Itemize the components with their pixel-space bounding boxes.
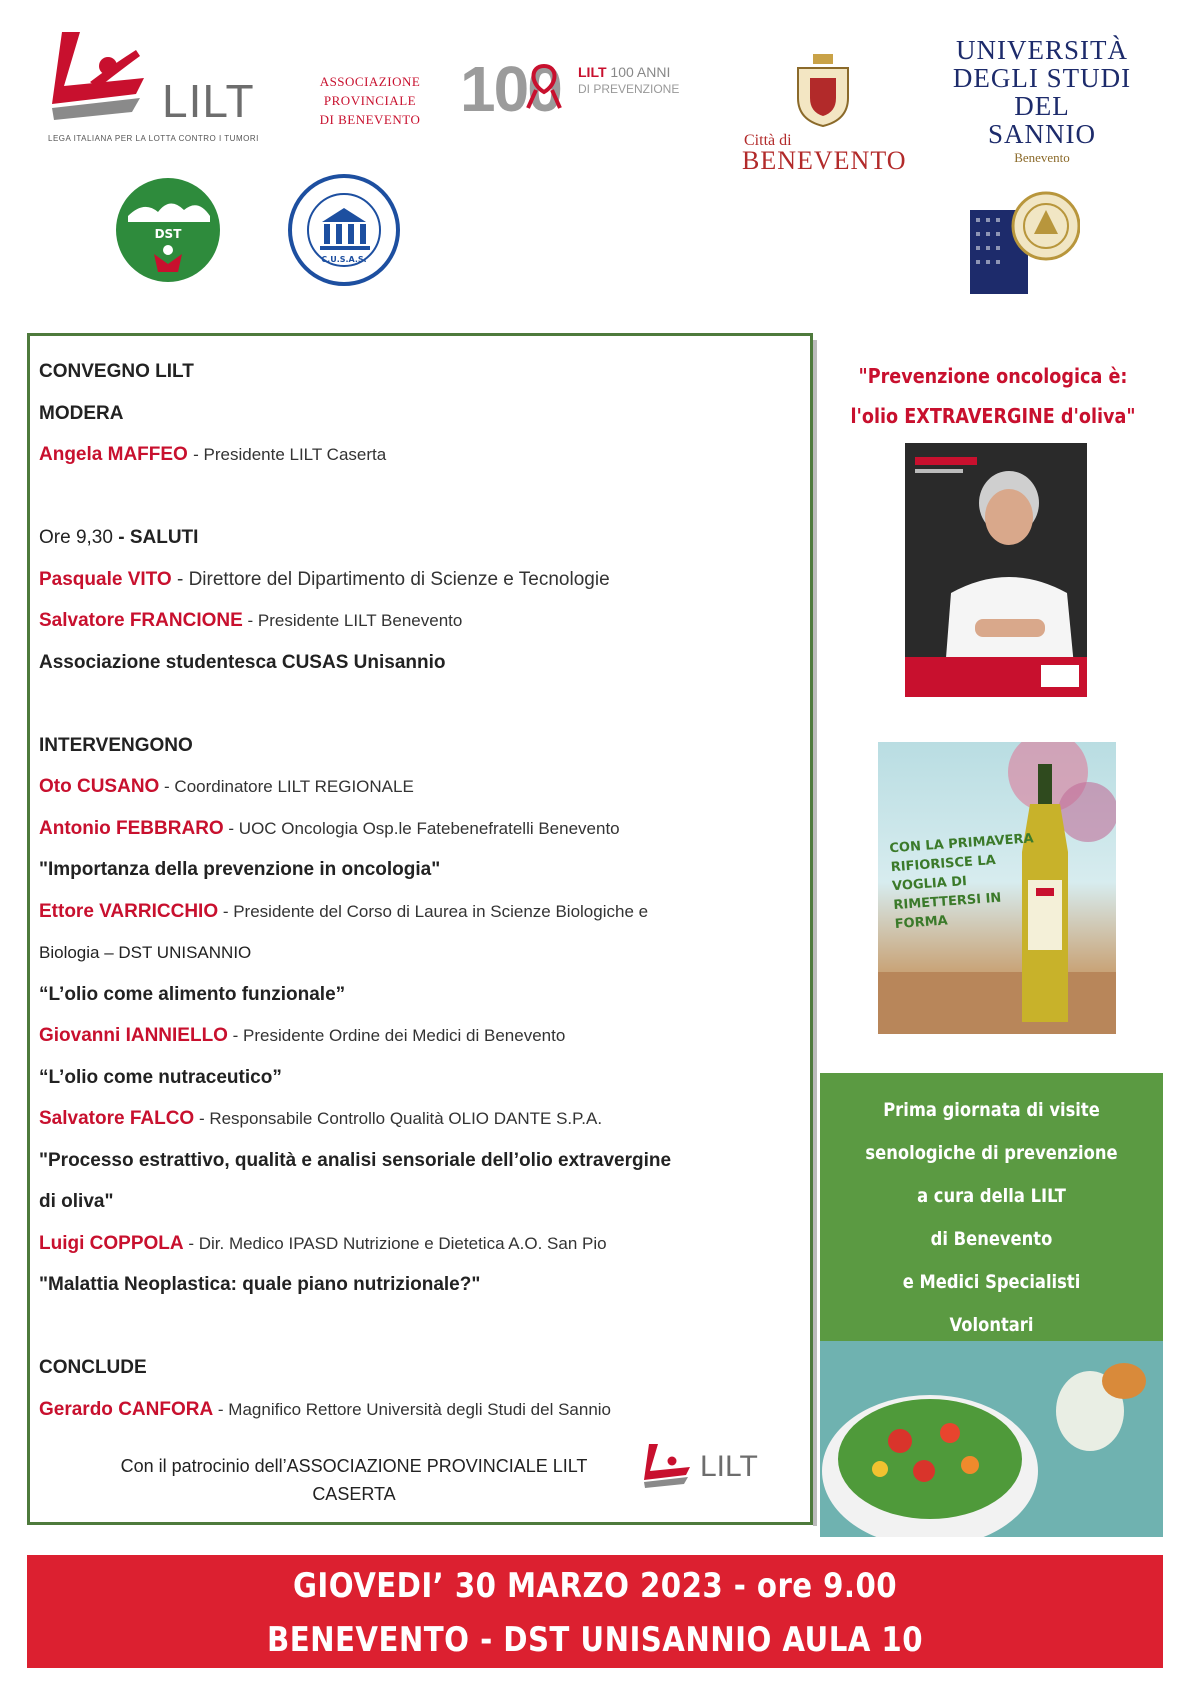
lilt-small-logo: LILT	[640, 1436, 780, 1496]
program-box	[27, 333, 813, 1525]
citta-small-label: Città di	[744, 132, 792, 149]
ribbon-icon	[524, 62, 564, 112]
lilt-100-years-logo	[460, 52, 730, 125]
cento-line2: DI PREVENZIONE	[578, 82, 680, 96]
talk-title: Associazione studentesca CUSAS Unisannio	[39, 651, 446, 673]
unisannio-wordmark: UNIVERSITÀ DEGLI STUDI DEL SANNIO Benevento	[952, 35, 1132, 165]
speaker-name: Angela MAFFEO	[39, 444, 194, 465]
speaker-role: - Presidente LILT Caserta	[193, 445, 387, 464]
program-section-heading: CONVEGNO LILT	[39, 361, 194, 382]
program-list	[39, 351, 809, 1430]
salad-bowl-icon	[820, 1341, 1163, 1537]
program-speaker	[39, 808, 809, 850]
speaker-role: - Responsabile Controllo Qualità OLIO DANTE S.P.A.	[194, 1109, 603, 1128]
chef-portrait-icon	[905, 443, 1087, 697]
city-crest-icon	[788, 54, 858, 128]
program-speaker	[39, 1015, 809, 1057]
program-section-heading: INTERVENGONO	[39, 734, 193, 756]
speaker-role: - Direttore del Dipartimento di Scienze e Tecnologie	[171, 568, 610, 590]
program-time: Ore 9,30 - SALUTI	[39, 527, 199, 548]
program-speaker	[39, 1389, 809, 1431]
program-speaker	[39, 559, 809, 601]
program-speaker	[39, 1098, 809, 1140]
lilt-logo-tagline: LEGA ITALIANA PER LA LOTTA CONTRO I TUMORI	[48, 134, 259, 143]
cento-line1: LILT 100 ANNI	[578, 64, 671, 80]
lilt-logo-word: LILT	[162, 75, 255, 127]
speaker-name: Oto CUSANO	[39, 776, 160, 797]
program-spacer	[39, 476, 809, 518]
program-spacer	[39, 683, 809, 725]
speaker-name: Salvatore FALCO	[39, 1108, 195, 1129]
program-speaker	[39, 1223, 809, 1265]
program-spacer	[39, 1306, 809, 1348]
dst-logo-label: DST	[154, 227, 182, 241]
program-speaker	[39, 766, 809, 808]
olio-quote-title: "Prevenzione oncologica è: l'olio EXTRAVERGINE d'oliva"	[850, 364, 1136, 428]
speaker-role: - Presidente del Corso di Laurea in Scienze Biologiche e	[218, 901, 649, 921]
speaker-role: - Coordinatore LILT REGIONALE	[159, 777, 414, 796]
dst-logo	[114, 176, 222, 284]
speaker-name: Giovanni IANNIELLO	[39, 1025, 228, 1046]
citta-benevento-logo	[738, 52, 908, 175]
cento-number: 100	[460, 53, 561, 125]
senologia-text: Prima giornata di visite senologiche di prevenzione a cura della LILT di Benevento e Medici Specialisti Volontari	[865, 1099, 1118, 1336]
cusas-logo	[286, 172, 402, 288]
talk-title: “L’olio come alimento funzionale”	[39, 983, 346, 1005]
speaker-role: - UOC Oncologia Osp.le Fatebenefratelli Benevento	[223, 818, 620, 838]
event-date-banner	[27, 1555, 1163, 1668]
speaker-role: - Presidente Ordine dei Medici di Benevento	[227, 1026, 566, 1045]
speaker-role: - Magnifico Rettore Università degli Studi del Sannio	[213, 1399, 612, 1419]
speaker-name: Pasquale VITO	[39, 568, 172, 590]
lilt-figure-small-icon	[640, 1442, 700, 1492]
unisannio-emblem-icon	[970, 186, 1080, 296]
speaker-name: Luigi COPPOLA	[39, 1232, 184, 1254]
program-speaker	[39, 600, 809, 642]
lilt-figure-icon	[44, 28, 164, 128]
patrocinio-text: Con il patrocinio dell’ASSOCIAZIONE PROVINCIALE LILT CASERTA	[120, 1456, 588, 1504]
speaker-name: Ettore VARRICCHIO	[39, 900, 219, 922]
program-speaker	[39, 434, 809, 476]
book-cover-image	[905, 443, 1087, 697]
talk-title: “L’olio come nutraceutico”	[39, 1066, 282, 1088]
talk-title: "Importanza della prevenzione in oncologia"	[39, 859, 441, 880]
promo-text: CON LA PRIMAVERA RIFIORISCE LA VOGLIA DI RIMETTERSI IN FORMA	[889, 831, 1035, 933]
lilt-logo	[44, 28, 284, 148]
speaker-name: Gerardo CANFORA	[39, 1398, 214, 1420]
assoc-provinciale-label: ASSOCIAZIONE PROVINCIALE DI BENEVENTO	[319, 74, 421, 127]
program-section-heading: MODERA	[39, 402, 124, 424]
speaker-role-continuation: Biologia – DST UNISANNIO	[39, 943, 252, 962]
speaker-name: Antonio FEBBRARO	[39, 817, 224, 839]
salad-image	[820, 1341, 1163, 1537]
cusas-logo-label: C.U.S.A.S.	[321, 255, 367, 264]
speaker-role: - Dir. Medico IPASD Nutrizione e Dietetica A.O. San Pio	[183, 1233, 607, 1253]
event-venue-line: BENEVENTO - DST UNISANNIO AULA 10	[267, 1620, 923, 1660]
speaker-name: Salvatore FRANCIONE	[39, 610, 243, 631]
olio-promo-image	[878, 742, 1116, 1034]
talk-title: "Malattia Neoplastica: quale piano nutrizionale?"	[39, 1274, 481, 1295]
event-date-line: GIOVEDI’ 30 MARZO 2023 - ore 9.00	[292, 1566, 898, 1606]
program-speaker	[39, 891, 809, 933]
program-section-heading: CONCLUDE	[39, 1357, 147, 1378]
speaker-role: - Presidente LILT Benevento	[242, 611, 463, 630]
talk-title: di oliva"	[39, 1191, 114, 1212]
senologia-box	[820, 1073, 1163, 1341]
talk-title: "Processo estrattivo, qualità e analisi sensoriale dell’olio extravergine	[39, 1149, 672, 1171]
citta-big-label: BENEVENTO	[742, 146, 907, 175]
